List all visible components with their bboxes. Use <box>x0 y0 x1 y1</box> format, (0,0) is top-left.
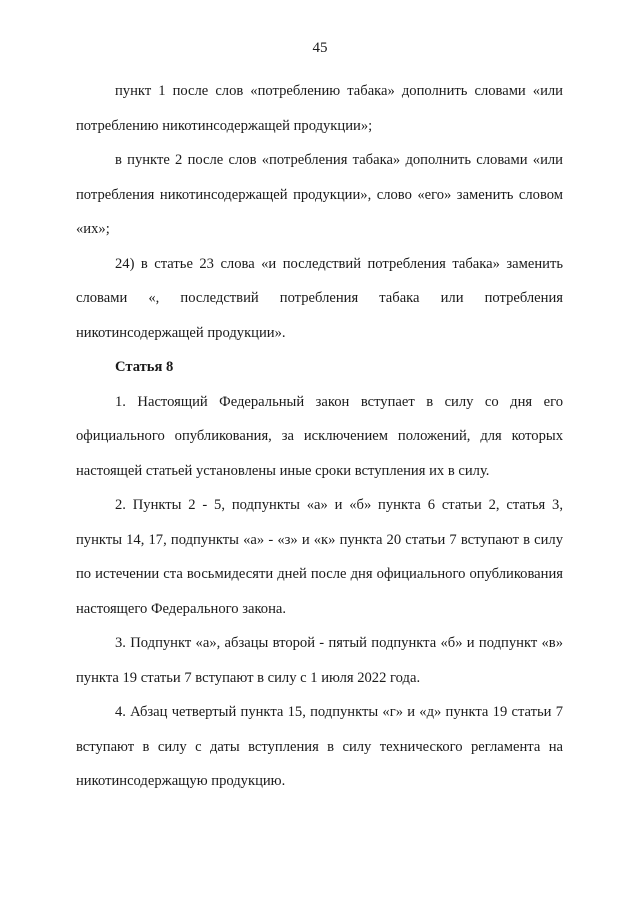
article-paragraph-3: 3. Подпункт «а», абзацы второй - пятый подпункта «б» и подпункт «в» пункта 19 статьи 7 вступают в силу с 1 июля 2022 года. <box>76 635 563 686</box>
document-body <box>76 74 563 799</box>
article-paragraph-4: 4. Абзац четвертый пункта 15, подпункты «г» и «д» пункта 19 статьи 7 вступают в силу с даты вступления в силу технического регламента на никотинсодержащую продукцию. <box>76 704 563 789</box>
article-paragraph-2: 2. Пункты 2 - 5, подпункты «а» и «б» пункта 6 статьи 2, статья 3, пункты 14, 17, подпункты «а» - «з» и «к» пункта 20 статьи 7 вступают в силу по истечении ста восьмидесяти дней после дня официального опубликования настоящего Федерального закона. <box>76 497 563 617</box>
paragraph-item-2: в пункте 2 после слов «потребления табака» дополнить словами «или потребления никотинсодержащей продукции», слово «его» заменить словом «их»; <box>76 152 563 237</box>
article-heading: Статья 8 <box>115 359 174 375</box>
paragraph-item-1: пункт 1 после слов «потреблению табака» дополнить словами «или потреблению никотинсодержащей продукции»; <box>76 83 563 134</box>
paragraph-item-24: 24) в статье 23 слова «и последствий потребления табака» заменить словами «, последствий потребления табака или потребления никотинсодержащей продукции». <box>76 255 563 341</box>
article-paragraph-1: 1. Настоящий Федеральный закон вступает в силу со дня его официального опубликования, за исключением положений, для которых настоящей статьей установлены иные сроки вступления их в силу. <box>76 393 563 479</box>
page-number: 45 <box>312 40 328 56</box>
